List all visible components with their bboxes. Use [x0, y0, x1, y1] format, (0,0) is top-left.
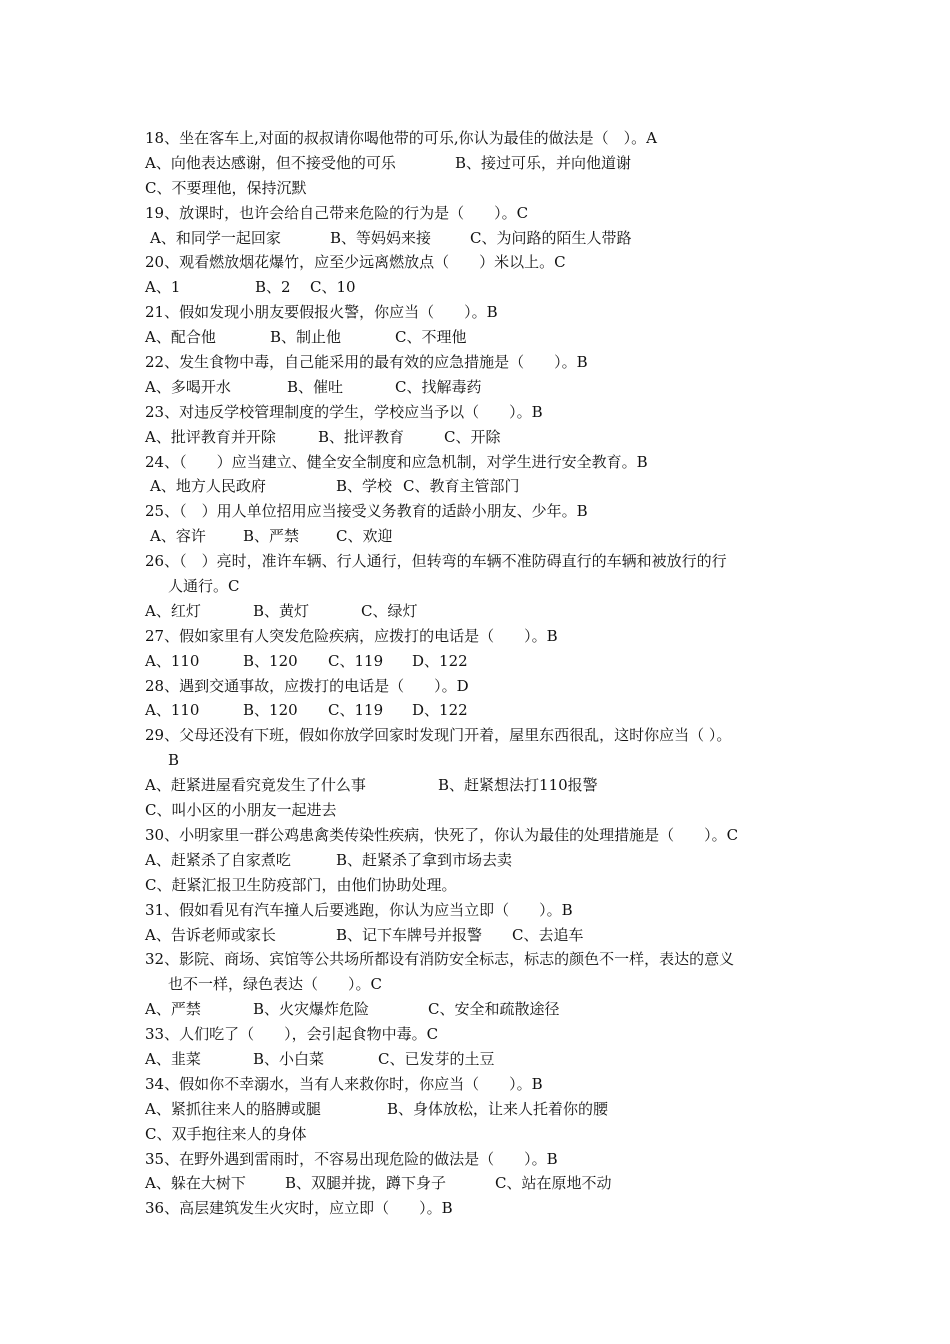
- options-line: [0, 1097, 950, 1122]
- question-line: [0, 1072, 950, 1097]
- answer-option: A、容许: [150, 527, 206, 546]
- answer-option: B、双腿并拢，蹲下身子: [285, 1174, 447, 1193]
- question-text: 35、在野外遇到雷雨时，不容易出现危险的做法是（ ）。B: [145, 1149, 558, 1168]
- options-line: [0, 1047, 950, 1072]
- answer-option: C、安全和疏散途径: [428, 1000, 560, 1019]
- answer-option: B、催吐: [287, 377, 344, 396]
- answer-option: C、叫小区的小朋友一起进去: [145, 801, 337, 820]
- answer-option: B、学校: [336, 477, 393, 496]
- answer-option: B、火灾爆炸危险: [253, 1000, 370, 1019]
- answer-option: C、去追车: [512, 925, 584, 944]
- options-line: [0, 773, 950, 798]
- answer-option: C、10: [310, 278, 356, 297]
- question-text: 19、放课时，也许会给自己带来危险的行为是（ ）。C: [145, 203, 529, 222]
- answer-option: B、赶紧杀了拿到市场去卖: [336, 850, 513, 869]
- question-continuation: [0, 574, 950, 599]
- question-text: 24、（ ）应当建立、健全安全制度和应急机制，对学生进行安全教育。B: [145, 452, 648, 471]
- question-line: [0, 723, 950, 748]
- options-line: [0, 923, 950, 948]
- options-line: [0, 698, 950, 723]
- question-text: 22、发生食物中毒，自己能采用的最有效的应急措施是（ ）。B: [145, 353, 588, 372]
- question-line: [0, 823, 950, 848]
- answer-option: A、向他表达感谢，但不接受他的可乐: [145, 153, 396, 172]
- answer-option: C、不理他: [395, 328, 467, 347]
- options-line: [0, 375, 950, 400]
- question-text: 31、假如看见有汽车撞人后要逃跑，你认为应当立即（ ）。B: [145, 900, 573, 919]
- question-text: 34、假如你不幸溺水，当有人来救你时，你应当（ ）。B: [145, 1074, 543, 1093]
- question-text: 18、坐在客车上,对面的叔叔请你喝他带的可乐,你认为最佳的做法是（ ）。A: [145, 129, 657, 147]
- answer-option: C、已发芽的土豆: [378, 1049, 495, 1068]
- question-line: [0, 350, 950, 375]
- question-line: [0, 126, 950, 151]
- answer-option: B、小白菜: [253, 1049, 325, 1068]
- question-line: [0, 1147, 950, 1172]
- options-line: [0, 848, 950, 873]
- answer-option: D、122: [412, 651, 468, 670]
- answer-option: C、双手抱往来人的身体: [145, 1124, 307, 1143]
- answer-option: C、找解毒药: [395, 377, 482, 396]
- answer-option: C、绿灯: [361, 601, 418, 620]
- answer-option: B、制止他: [270, 328, 342, 347]
- answer-option: A、1: [145, 278, 181, 297]
- answer-option: B、接过可乐，并向他道谢: [455, 153, 632, 172]
- question-text: 25、（ ）用人单位招用应当接受义务教育的适龄小朋友、少年。B: [145, 502, 588, 521]
- question-text: 29、父母还没有下班，假如你放学回家时发现门开着，屋里东西很乱，这时你应当（ ）。: [145, 726, 732, 745]
- options-line: [0, 1171, 950, 1196]
- question-continuation: [0, 748, 950, 773]
- options-line: [0, 1122, 950, 1147]
- question-line: [0, 898, 950, 923]
- options-line: [0, 649, 950, 674]
- answer-option: A、赶紧进屋看究竟发生了什么事: [145, 776, 366, 795]
- question-line: [0, 1022, 950, 1047]
- question-line: [0, 499, 950, 524]
- question-text: 36、高层建筑发生火灾时，应立即（ ）。B: [145, 1199, 453, 1218]
- question-line: [0, 947, 950, 972]
- answer-option: B、身体放松，让来人托着你的腰: [387, 1099, 609, 1118]
- answer-option: B、批评教育: [318, 427, 405, 446]
- answer-option: C、赶紧汇报卫生防疫部门，由他们协助处理。: [145, 875, 457, 894]
- question-text: 23、对违反学校管理制度的学生，学校应当予以（ ）。B: [145, 402, 543, 421]
- options-line: [0, 997, 950, 1022]
- question-text: 人通行。C: [168, 577, 240, 596]
- answer-option: C、119: [328, 701, 384, 720]
- question-text: 20、观看燃放烟花爆竹，应至少远离燃放点（ ）米以上。C: [145, 253, 566, 272]
- question-line: [0, 201, 950, 226]
- answer-option: A、严禁: [145, 1000, 201, 1019]
- question-line: [0, 549, 950, 574]
- answer-option: C、119: [328, 651, 384, 670]
- question-text: 32、影院、商场、宾馆等公共场所都设有消防安全标志，标志的颜色不一样，表达的意义: [145, 950, 735, 969]
- question-line: [0, 300, 950, 325]
- options-line: [0, 151, 950, 176]
- answer-option: A、躲在大树下: [145, 1174, 246, 1193]
- answer-option: B、记下车牌号并报警: [336, 925, 483, 944]
- question-text: B: [168, 751, 180, 770]
- answer-option: A、赶紧杀了自家煮吃: [145, 850, 291, 869]
- quiz-document: [0, 126, 950, 1221]
- options-line: [0, 599, 950, 624]
- answer-option: A、地方人民政府: [150, 477, 266, 496]
- question-line: [0, 674, 950, 699]
- options-line: [0, 425, 950, 450]
- options-line: [0, 275, 950, 300]
- question-line: [0, 400, 950, 425]
- question-text: 28、遇到交通事故，应拨打的电话是（ ）。D: [145, 676, 469, 695]
- question-text: 21、假如发现小朋友要假报火警，你应当（ ）。B: [145, 303, 498, 322]
- question-text: 30、小明家里一群公鸡患禽类传染性疾病，快死了，你认为最佳的处理措施是（ ）。C: [145, 825, 739, 844]
- question-text: 27、假如家里有人突发危险疾病，应拨打的电话是（ ）。B: [145, 626, 558, 645]
- question-text: 26、（ ）亮时，准许车辆、行人通行，但转弯的车辆不准防碍直行的车辆和被放行的行: [145, 552, 727, 571]
- answer-option: C、开除: [444, 427, 501, 446]
- answer-option: A、配合他: [145, 328, 216, 347]
- question-text: 33、人们吃了（ ），会引起食物中毒。C: [145, 1025, 439, 1044]
- answer-option: B、赶紧想法打110报警: [438, 776, 598, 795]
- answer-option: A、多喝开水: [145, 377, 231, 396]
- answer-option: B、120: [243, 651, 298, 670]
- answer-option: A、110: [145, 651, 200, 670]
- question-line: [0, 250, 950, 275]
- answer-option: B、2: [255, 278, 291, 297]
- answer-option: A、110: [145, 701, 200, 720]
- question-line: [0, 450, 950, 475]
- options-line: [0, 873, 950, 898]
- answer-option: A、告诉老师或家长: [145, 925, 276, 944]
- answer-option: C、为问路的陌生人带路: [470, 228, 632, 247]
- options-line: [0, 325, 950, 350]
- options-line: [0, 474, 950, 499]
- answer-option: C、站在原地不动: [495, 1174, 612, 1193]
- answer-option: B、严禁: [243, 527, 300, 546]
- answer-option: A、韭菜: [145, 1049, 201, 1068]
- answer-option: A、和同学一起回家: [150, 228, 281, 247]
- question-line: [0, 1196, 950, 1221]
- answer-option: B、120: [243, 701, 298, 720]
- question-text: 也不一样，绿色表达（ ）。C: [168, 975, 382, 994]
- options-line: [0, 176, 950, 201]
- options-line: [0, 226, 950, 251]
- answer-option: B、等妈妈来接: [330, 228, 432, 247]
- answer-option: B、黄灯: [253, 601, 310, 620]
- answer-option: C、不要理他，保持沉默: [145, 178, 307, 197]
- options-line: [0, 798, 950, 823]
- answer-option: C、欢迎: [336, 527, 393, 546]
- answer-option: A、批评教育并开除: [145, 427, 276, 446]
- question-line: [0, 624, 950, 649]
- answer-option: C、教育主管部门: [403, 477, 520, 496]
- answer-option: D、122: [412, 701, 468, 720]
- question-continuation: [0, 972, 950, 997]
- answer-option: A、红灯: [145, 601, 201, 620]
- options-line: [0, 524, 950, 549]
- answer-option: A、紧抓往来人的胳膊或腿: [145, 1099, 321, 1118]
